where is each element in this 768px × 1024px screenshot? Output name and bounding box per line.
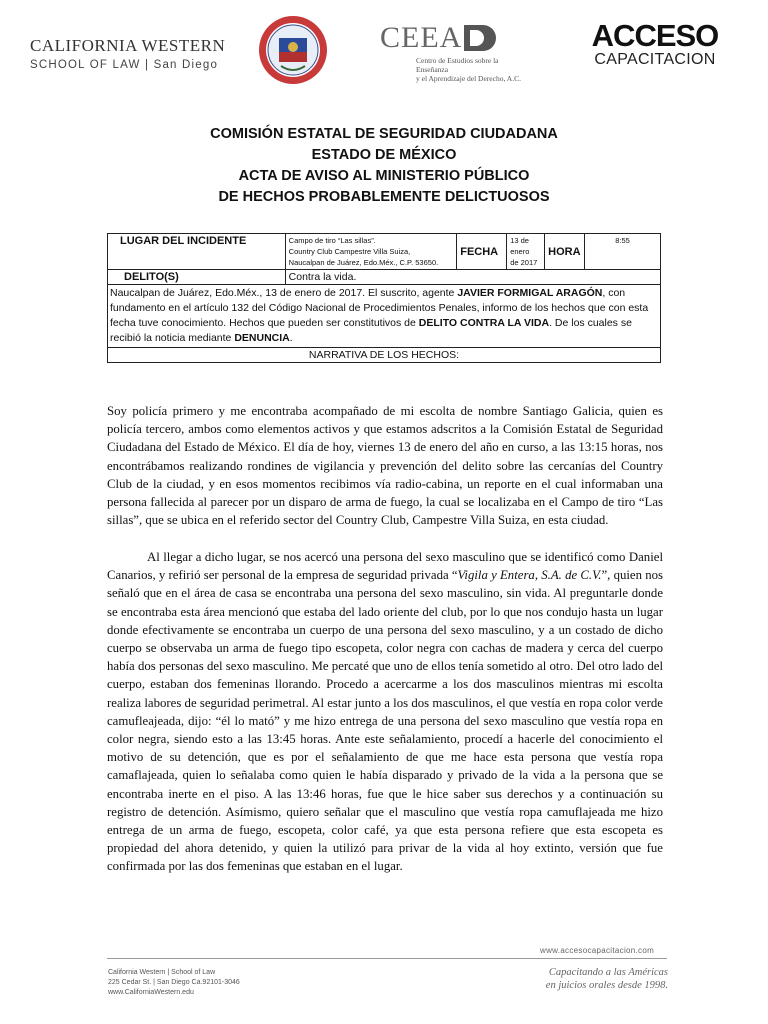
title-line: COMISIÓN ESTATAL DE SEGURIDAD CIUDADANA [210, 126, 558, 142]
institutional-seal-icon [257, 14, 329, 86]
narrative-intro-text: Naucalpan de Juárez, Edo.Méx., 13 de enero de 2017. El suscrito, agente [110, 287, 458, 299]
acceso-logo-subtitle: CAPACITACION [594, 51, 716, 68]
incident-form-table [107, 233, 661, 363]
footer-address [108, 968, 240, 998]
ceead-logo-word: CEEA [380, 21, 463, 54]
hora-label-cell [545, 234, 585, 270]
cw-logo-name: CALIFORNIA WESTERN [30, 36, 226, 55]
lugar-line: Naucalpan de Juárez, Edo.Méx., C.P. 53650. [288, 258, 439, 267]
ceead-d-mark-icon [464, 25, 496, 51]
lugar-value-cell [285, 234, 457, 270]
paragraph-text: ”, quien nos señaló que en el área de casa se encontraba una persona del sexo masculino, sin vida. Al preguntarle donde se encontraba esta área mencionó que estaba del lado oriente del club, por lo que nos condujo hasta un lugar donde efectivamente se encontraba un cuerpo de una persona del sexo masculino, y a un costado de dicho cuerpo se observaba un arma de fuego tipo escopeta, color negra con cachas de madera y cerca del cuerpo había dos personas del sexo masculino. Me percaté que uno de ellos tenía sometido al otro. Del otro lado del cuerpo, estaban dos femeninas llorando. Procedo a acercarme a los dos masculinos mientras mi escolta realiza labores de seguridad perimetral. Al estar junto a los dos masculinos, el que vestía en ropa color verde camufleajeada, dijo: “él lo mató” y me hizo entrega de una persona del sexo masculino que vestía ropa en color negra, siendo esto a las 13:45 horas. Ante este señalamiento, procedí a hacerle del conocimiento el motivo de su detención, que es por el señalamiento de que me hace esta persona que vestía ropa camaflajeada, quien lo señalaba como quien le había disparado y privado de la vida a la persona que se encontraba inerte en el piso. A las 13:46 horas, fue que le hice saber sus derechos y a continuación su registro de detención. Asímismo, quiero señalar que el masculino que vestía ropa camuflajeada me hizo entrega de un arma de fuego, escopeta, color café, ya que esta persona refiere que esta escopeta es propiedad del ahora detenido, y quien la utilizó para privar de la vida al hoy extinto, versión que fue confirmada por las dos femeninas que estaban en el lugar. [107, 568, 663, 874]
narrative-intro-text: . De los cuales se recibió la noticia mediante [110, 317, 632, 344]
fecha-line: enero [510, 247, 530, 256]
ceead-desc-line: y el Aprendizaje del Derecho, A.C. [416, 74, 521, 83]
narrative-intro-cell [108, 285, 661, 348]
denuncia-emphasis: DENUNCIA [234, 332, 290, 344]
fecha-line: de 2017 [510, 258, 538, 267]
table-row [108, 348, 661, 363]
hora-label: HORA [548, 245, 581, 258]
footer-address-line: California Western | School of Law [108, 969, 216, 976]
delito-label-cell [108, 270, 286, 285]
footer-slogan-line: Capacitando a las Américas [548, 967, 668, 978]
fecha-line: 13 de [510, 236, 529, 245]
table-row [108, 285, 661, 348]
footer-url: www.accesocapacitacion.com [540, 946, 655, 955]
company-name: Vigila y Entera, S.A. de C.V. [457, 568, 602, 583]
delito-label: DELITO(S) [124, 271, 179, 283]
paragraph-text: Al llegar a dicho lugar, se nos acercó una persona del sexo masculino que se identificó como Daniel Canarios, y refirió ser personal de la empresa de seguridad privada “ [107, 550, 663, 583]
ceead-logo [380, 22, 530, 83]
narrative-intro-text: . [289, 332, 293, 344]
footer-slogan [538, 966, 668, 992]
narrative-intro-text: , con fundamento en el artículo 132 del Código Nacional de Procedimientos Penales, informo de los hechos que con esta fecha tuve conocimiento. Hechos que pueden ser constitutivos de [110, 287, 649, 329]
footer-slogan-line: en juicios orales desde 1998. [545, 980, 668, 991]
california-western-logo [30, 36, 226, 71]
hora-value-cell [585, 234, 661, 270]
document-title [0, 124, 768, 208]
acceso-logo-word: ACCESO [591, 18, 719, 53]
hora-value: 8:55 [615, 236, 630, 245]
fecha-label-cell [457, 234, 507, 270]
ceead-description [416, 56, 530, 83]
title-line: ESTADO DE MÉXICO [311, 147, 457, 163]
fecha-label: FECHA [460, 245, 499, 258]
footer-address-line: www.CaliforniaWestern.edu [108, 989, 194, 996]
delito-emphasis: DELITO CONTRA LA VIDA [418, 317, 550, 329]
table-row [108, 234, 661, 270]
lugar-line: Campo de tiro “Las sillas”. [288, 236, 376, 245]
table-row [108, 270, 661, 285]
title-line: ACTA DE AVISO AL MINISTERIO PÚBLICO [238, 168, 530, 184]
delito-value-cell [285, 270, 660, 285]
agent-name: JAVIER FORMIGAL ARAGÓN [457, 287, 603, 299]
footer-address-line: 225 Cedar St. | San Diego Ca.92101-3046 [108, 979, 240, 986]
narrativa-header: NARRATIVA DE LOS HECHOS: [308, 349, 460, 361]
fecha-value-cell [507, 234, 545, 270]
delito-value: Contra la vida. [288, 271, 357, 283]
narrativa-header-cell [108, 348, 661, 363]
title-line: DE HECHOS PROBABLEMENTE DELICTUOSOS [218, 189, 550, 205]
narrative-paragraph-2 [107, 548, 663, 876]
lugar-label-cell [108, 234, 286, 270]
lugar-line: Country Club Campestre Villa Suiza, [288, 247, 411, 256]
ceead-desc-line: Centro de Estudios sobre la Enseñanza [416, 56, 499, 74]
lugar-label: LUGAR DEL INCIDENTE [120, 235, 247, 247]
cw-logo-subtitle: SCHOOL OF LAW | San Diego [30, 59, 219, 71]
footer-divider [107, 958, 667, 959]
narrative-paragraph-1: Soy policía primero y me encontraba acompañado de mi escolta de nombre Santiago Galicia, quien es policía tercero, ambos como elementos activos y que estamos adscritos a la Comisión Estatal de Seguridad Ciudadana del Estado de México. El día de hoy, viernes 13 de enero del año en curso, a las 13:15 horas, nos encontrábamos realizando rondines de vigilancia y prevención del delito sobre las cercanías del Country Club de la ciudad, y en esos momentos recibimos vía radio-cabina, un reporte en el cual informaban una persona fallecida al parecer por un disparo de arma de fuego, la cual se localizaba en el Campo de tiro “Las sillas”, que se ubica en el referido sector del Country Club, Campestre Villa Suiza, en esta ciudad. [107, 404, 663, 528]
acceso-logo [580, 20, 730, 68]
